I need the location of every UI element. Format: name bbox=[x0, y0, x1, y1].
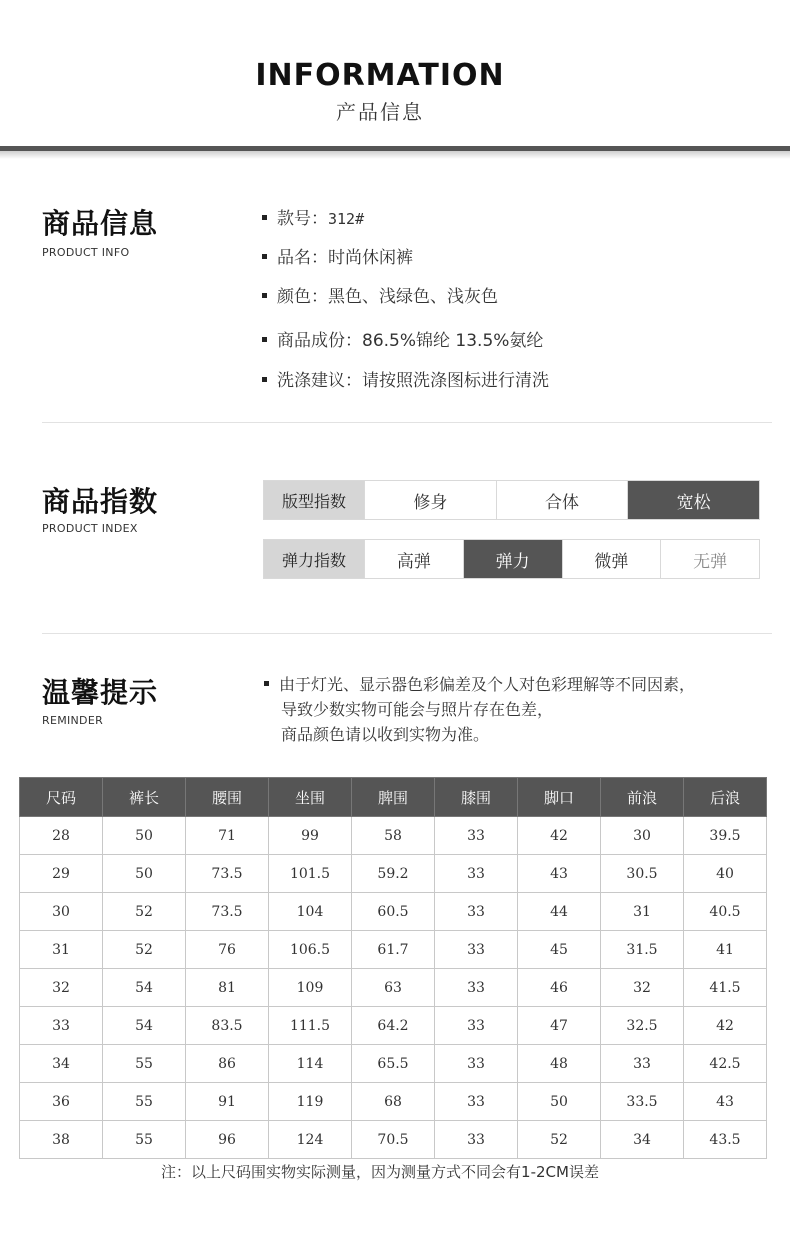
info-label: 款号： bbox=[277, 209, 328, 229]
table-cell: 31.5 bbox=[601, 931, 684, 969]
table-cell: 33 bbox=[435, 817, 518, 855]
section-divider bbox=[42, 633, 772, 634]
table-cell: 96 bbox=[186, 1121, 269, 1159]
info-item-composition bbox=[262, 326, 543, 351]
product-info-subtitle: PRODUCT INFO bbox=[42, 246, 130, 259]
info-item-name bbox=[262, 243, 413, 268]
table-cell: 43.5 bbox=[684, 1121, 767, 1159]
info-item-style-no bbox=[262, 204, 364, 229]
header-cell: 裤长 bbox=[103, 778, 186, 817]
table-row bbox=[20, 1121, 767, 1159]
table-cell: 30 bbox=[20, 893, 103, 931]
info-item-color bbox=[262, 282, 498, 307]
info-value: 请按照洗涤图标进行清洗 bbox=[362, 371, 549, 391]
section-divider bbox=[42, 422, 772, 423]
table-cell: 33.5 bbox=[601, 1083, 684, 1121]
elasticity-option-none: 无弹 bbox=[660, 540, 759, 578]
table-cell: 70.5 bbox=[352, 1121, 435, 1159]
table-row bbox=[20, 1045, 767, 1083]
elasticity-index-label: 弹力指数 bbox=[264, 540, 364, 578]
table-cell: 33 bbox=[435, 1121, 518, 1159]
reminder-title: 温馨提示 bbox=[42, 676, 159, 709]
reminder-line: 由于灯光、显示器色彩偏差及个人对色彩理解等不同因素， bbox=[264, 672, 695, 697]
table-cell: 54 bbox=[103, 1007, 186, 1045]
elasticity-index-row bbox=[263, 539, 760, 579]
table-cell: 124 bbox=[269, 1121, 352, 1159]
bullet-icon bbox=[262, 293, 267, 298]
table-cell: 83.5 bbox=[186, 1007, 269, 1045]
table-cell: 119 bbox=[269, 1083, 352, 1121]
table-cell: 32 bbox=[20, 969, 103, 1007]
table-cell: 42.5 bbox=[684, 1045, 767, 1083]
info-label: 品名： bbox=[277, 248, 328, 268]
size-table bbox=[19, 777, 767, 1159]
fit-option-regular: 合体 bbox=[496, 481, 628, 519]
table-cell: 32.5 bbox=[601, 1007, 684, 1045]
header-cell: 腰围 bbox=[186, 778, 269, 817]
table-cell: 50 bbox=[518, 1083, 601, 1121]
product-index-title: 商品指数 bbox=[42, 485, 159, 518]
table-cell: 106.5 bbox=[269, 931, 352, 969]
info-value: 86.5%锦纶 13.5%氨纶 bbox=[362, 331, 544, 351]
table-row bbox=[20, 855, 767, 893]
table-cell: 76 bbox=[186, 931, 269, 969]
elasticity-option-high: 高弹 bbox=[364, 540, 463, 578]
info-label: 商品成份： bbox=[277, 331, 362, 351]
table-cell: 41.5 bbox=[684, 969, 767, 1007]
table-cell: 30.5 bbox=[601, 855, 684, 893]
page-title: INFORMATION bbox=[255, 58, 505, 93]
table-cell: 48 bbox=[518, 1045, 601, 1083]
table-cell: 36 bbox=[20, 1083, 103, 1121]
table-cell: 91 bbox=[186, 1083, 269, 1121]
table-cell: 109 bbox=[269, 969, 352, 1007]
header-cell: 脾围 bbox=[352, 778, 435, 817]
elasticity-option-stretch: 弹力 bbox=[463, 540, 562, 578]
table-cell: 59.2 bbox=[352, 855, 435, 893]
table-cell: 40.5 bbox=[684, 893, 767, 931]
header-cell: 脚口 bbox=[518, 778, 601, 817]
table-row bbox=[20, 931, 767, 969]
table-row bbox=[20, 1007, 767, 1045]
bullet-icon bbox=[262, 254, 267, 259]
header-cell: 后浪 bbox=[684, 778, 767, 817]
reminder-line: 商品颜色请以收到实物为准。 bbox=[281, 725, 490, 744]
table-cell: 99 bbox=[269, 817, 352, 855]
table-cell: 31 bbox=[601, 893, 684, 931]
table-cell: 101.5 bbox=[269, 855, 352, 893]
table-cell: 52 bbox=[518, 1121, 601, 1159]
table-cell: 42 bbox=[518, 817, 601, 855]
header-cell: 前浪 bbox=[601, 778, 684, 817]
page-subtitle: 产品信息 bbox=[336, 100, 424, 124]
fit-index-label: 版型指数 bbox=[264, 481, 364, 519]
table-cell: 52 bbox=[103, 893, 186, 931]
reminder-text bbox=[264, 672, 695, 747]
fit-option-slim: 修身 bbox=[364, 481, 496, 519]
header-cell: 膝围 bbox=[435, 778, 518, 817]
table-row bbox=[20, 969, 767, 1007]
table-cell: 54 bbox=[103, 969, 186, 1007]
table-row bbox=[20, 817, 767, 855]
table-cell: 55 bbox=[103, 1045, 186, 1083]
table-cell: 33 bbox=[435, 1007, 518, 1045]
table-cell: 63 bbox=[352, 969, 435, 1007]
table-cell: 38 bbox=[20, 1121, 103, 1159]
bullet-icon bbox=[262, 337, 267, 342]
table-cell: 65.5 bbox=[352, 1045, 435, 1083]
table-row bbox=[20, 893, 767, 931]
table-cell: 68 bbox=[352, 1083, 435, 1121]
info-value: 时尚休闲裤 bbox=[328, 248, 413, 268]
table-row bbox=[20, 1083, 767, 1121]
header-cell: 坐围 bbox=[269, 778, 352, 817]
table-cell: 33 bbox=[601, 1045, 684, 1083]
table-cell: 58 bbox=[352, 817, 435, 855]
table-cell: 42 bbox=[684, 1007, 767, 1045]
table-cell: 61.7 bbox=[352, 931, 435, 969]
fit-option-loose: 宽松 bbox=[627, 481, 759, 519]
product-info-title: 商品信息 bbox=[42, 207, 159, 240]
table-cell: 55 bbox=[103, 1083, 186, 1121]
table-cell: 44 bbox=[518, 893, 601, 931]
table-cell: 30 bbox=[601, 817, 684, 855]
table-cell: 39.5 bbox=[684, 817, 767, 855]
table-cell: 31 bbox=[20, 931, 103, 969]
product-index-subtitle: PRODUCT INDEX bbox=[42, 522, 138, 535]
table-cell: 32 bbox=[601, 969, 684, 1007]
info-value: 黑色、浅绿色、浅灰色 bbox=[328, 287, 498, 307]
table-cell: 64.2 bbox=[352, 1007, 435, 1045]
table-cell: 73.5 bbox=[186, 855, 269, 893]
reminder-subtitle: REMINDER bbox=[42, 714, 104, 727]
elasticity-option-slight: 微弹 bbox=[562, 540, 661, 578]
table-cell: 86 bbox=[186, 1045, 269, 1083]
table-cell: 29 bbox=[20, 855, 103, 893]
table-cell: 28 bbox=[20, 817, 103, 855]
header-rule-shadow bbox=[0, 151, 790, 159]
bullet-icon bbox=[262, 215, 267, 220]
info-value: 312# bbox=[328, 210, 365, 228]
table-cell: 33 bbox=[435, 855, 518, 893]
table-cell: 34 bbox=[601, 1121, 684, 1159]
table-cell: 33 bbox=[435, 931, 518, 969]
bullet-icon bbox=[262, 377, 267, 382]
table-cell: 43 bbox=[684, 1083, 767, 1121]
info-item-washing bbox=[262, 366, 549, 391]
table-cell: 45 bbox=[518, 931, 601, 969]
table-cell: 81 bbox=[186, 969, 269, 1007]
table-cell: 47 bbox=[518, 1007, 601, 1045]
bullet-icon bbox=[264, 681, 269, 686]
table-cell: 43 bbox=[518, 855, 601, 893]
header-cell: 尺码 bbox=[20, 778, 103, 817]
table-cell: 114 bbox=[269, 1045, 352, 1083]
info-label: 颜色： bbox=[277, 287, 328, 307]
reminder-line: 导致少数实物可能会与照片存在色差， bbox=[281, 700, 554, 719]
table-cell: 33 bbox=[435, 1083, 518, 1121]
table-cell: 111.5 bbox=[269, 1007, 352, 1045]
table-cell: 33 bbox=[435, 1045, 518, 1083]
size-table-header bbox=[20, 778, 767, 817]
table-cell: 104 bbox=[269, 893, 352, 931]
table-cell: 55 bbox=[103, 1121, 186, 1159]
table-cell: 71 bbox=[186, 817, 269, 855]
table-cell: 33 bbox=[20, 1007, 103, 1045]
table-cell: 33 bbox=[435, 969, 518, 1007]
table-cell: 34 bbox=[20, 1045, 103, 1083]
table-cell: 50 bbox=[103, 855, 186, 893]
table-cell: 41 bbox=[684, 931, 767, 969]
table-cell: 50 bbox=[103, 817, 186, 855]
table-cell: 60.5 bbox=[352, 893, 435, 931]
table-cell: 40 bbox=[684, 855, 767, 893]
table-cell: 33 bbox=[435, 893, 518, 931]
table-cell: 52 bbox=[103, 931, 186, 969]
measurement-note: 注：以上尺码围实物实际测量，因为测量方式不同会有1-2CM误差 bbox=[161, 1163, 599, 1181]
table-cell: 46 bbox=[518, 969, 601, 1007]
fit-index-row bbox=[263, 480, 760, 520]
info-label: 洗涤建议： bbox=[277, 371, 362, 391]
table-cell: 73.5 bbox=[186, 893, 269, 931]
